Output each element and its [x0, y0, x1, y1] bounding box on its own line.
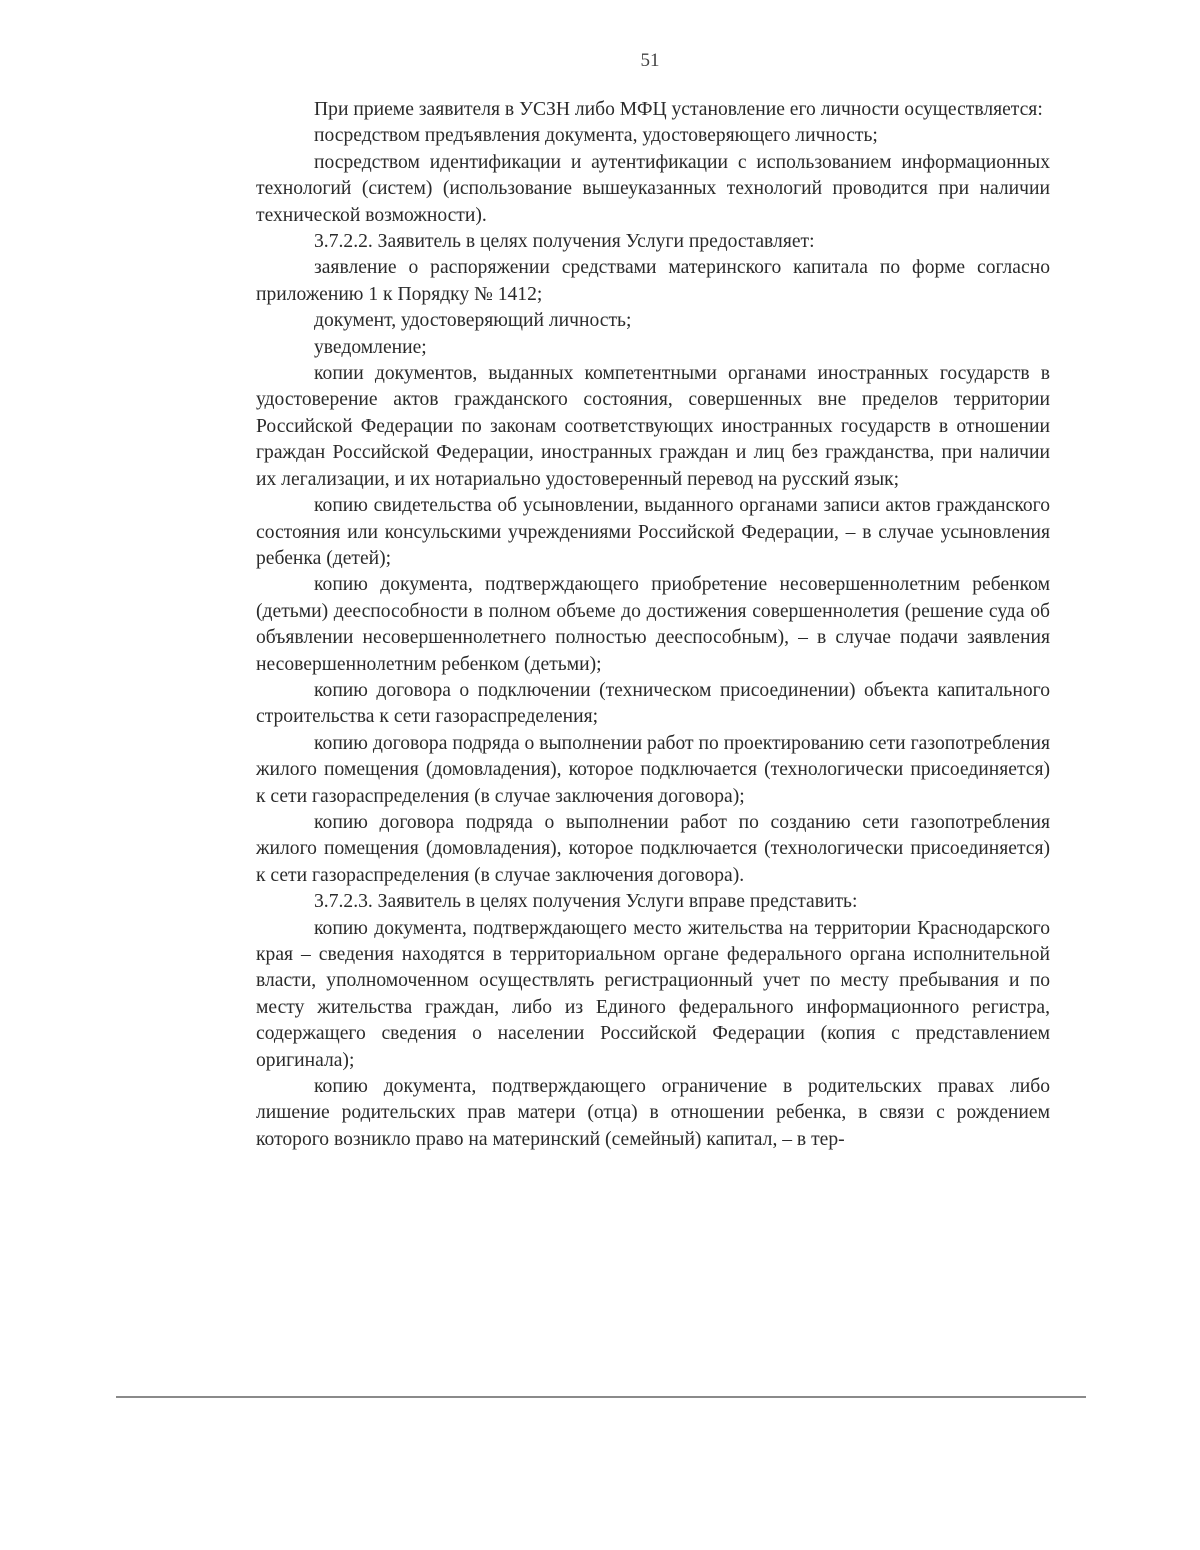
- paragraph: документ, удостоверяющий личность;: [314, 310, 632, 332]
- paragraph: посредством идентификации и аутентификации с использованием информационных технологий (систем) (использование вышеуказанных технологий проводится при наличии технической возможности).: [256, 151, 1050, 226]
- paragraph: копию документа, подтверждающего ограничение в родительских правах либо лишение родительских прав матери (отца) в отношении ребенка, в связи с рождением которого возникло право на материнский (семейный) капитал, – в тер-: [256, 1076, 1050, 1150]
- paragraph: заявление о распоряжении средствами материнского капитала по форме согласно приложению 1 к Порядку № 1412;: [256, 257, 1050, 305]
- paragraph: копии документов, выданных компетентными органами иностранных государств в удостоверение актов гражданского состояния, совершенных вне пределов территории Российской Федерации по законам соответствующих иностранных государств в отношении граждан Российской Федерации, иностранных граждан и лиц без гражданства, при наличии их легализации, и их нотариально удостоверенный перевод на русский язык;: [256, 363, 1050, 490]
- paragraph: копию свидетельства об усыновлении, выданного органами записи актов гражданского состояния или консульскими учреждениями Российской Федерации, – в случае усыновления ребенка (детей);: [256, 495, 1050, 569]
- paragraph: посредством предъявления документа, удостоверяющего личность;: [314, 125, 878, 147]
- document-body: [256, 97, 1050, 1153]
- paragraph: уведомление;: [314, 336, 427, 358]
- paragraph: копию договора о подключении (техническом присоединении) объекта капитального строительства к сети газораспределения;: [256, 679, 1050, 728]
- paragraph: копию договора подряда о выполнении работ по проектированию сети газопотребления жилого помещения (домовладения), которое подключается (технологически присоединяется) к сети газораспределения (в случае заключения договора);: [256, 732, 1050, 807]
- paragraph: копию документа, подтверждающего приобретение несовершеннолетним ребенком (детьми) дееспособности в полном объеме до достижения совершеннолетия (решение суда об объявлении несовершеннолетнего полностью дееспособным), – в случае подачи заявления несовершеннолетним ребенком (детьми);: [256, 574, 1050, 675]
- paragraph: копию документа, подтверждающего место жительства на территории Краснодарского края – сведения находятся в территориальном органе федерального органа исполнительной власти, уполномоченном осуществлять регистрационный учет по месту пребывания и по месту жительства граждан, либо из Единого федерального информационного регистра, содержащего сведения о населении Российской Федерации (копия с представлением оригинала);: [256, 917, 1050, 1071]
- page-number: 51: [640, 50, 660, 71]
- paragraph: При приеме заявителя в УСЗН либо МФЦ установление его личности осуществляется:: [314, 99, 1043, 120]
- footer-divider: [116, 1396, 1086, 1398]
- paragraph: копию договора подряда о выполнении работ по созданию сети газопотребления жилого помещения (домовладения), которое подключается (технологически присоединяется) к сети газораспределения (в случае заключения договора).: [256, 811, 1050, 886]
- section-heading-3-7-2-3: 3.7.2.3. Заявитель в целях получения Услуги вправе представить:: [314, 891, 858, 913]
- section-heading-3-7-2-2: 3.7.2.2. Заявитель в целях получения Услуги предоставляет:: [314, 231, 815, 253]
